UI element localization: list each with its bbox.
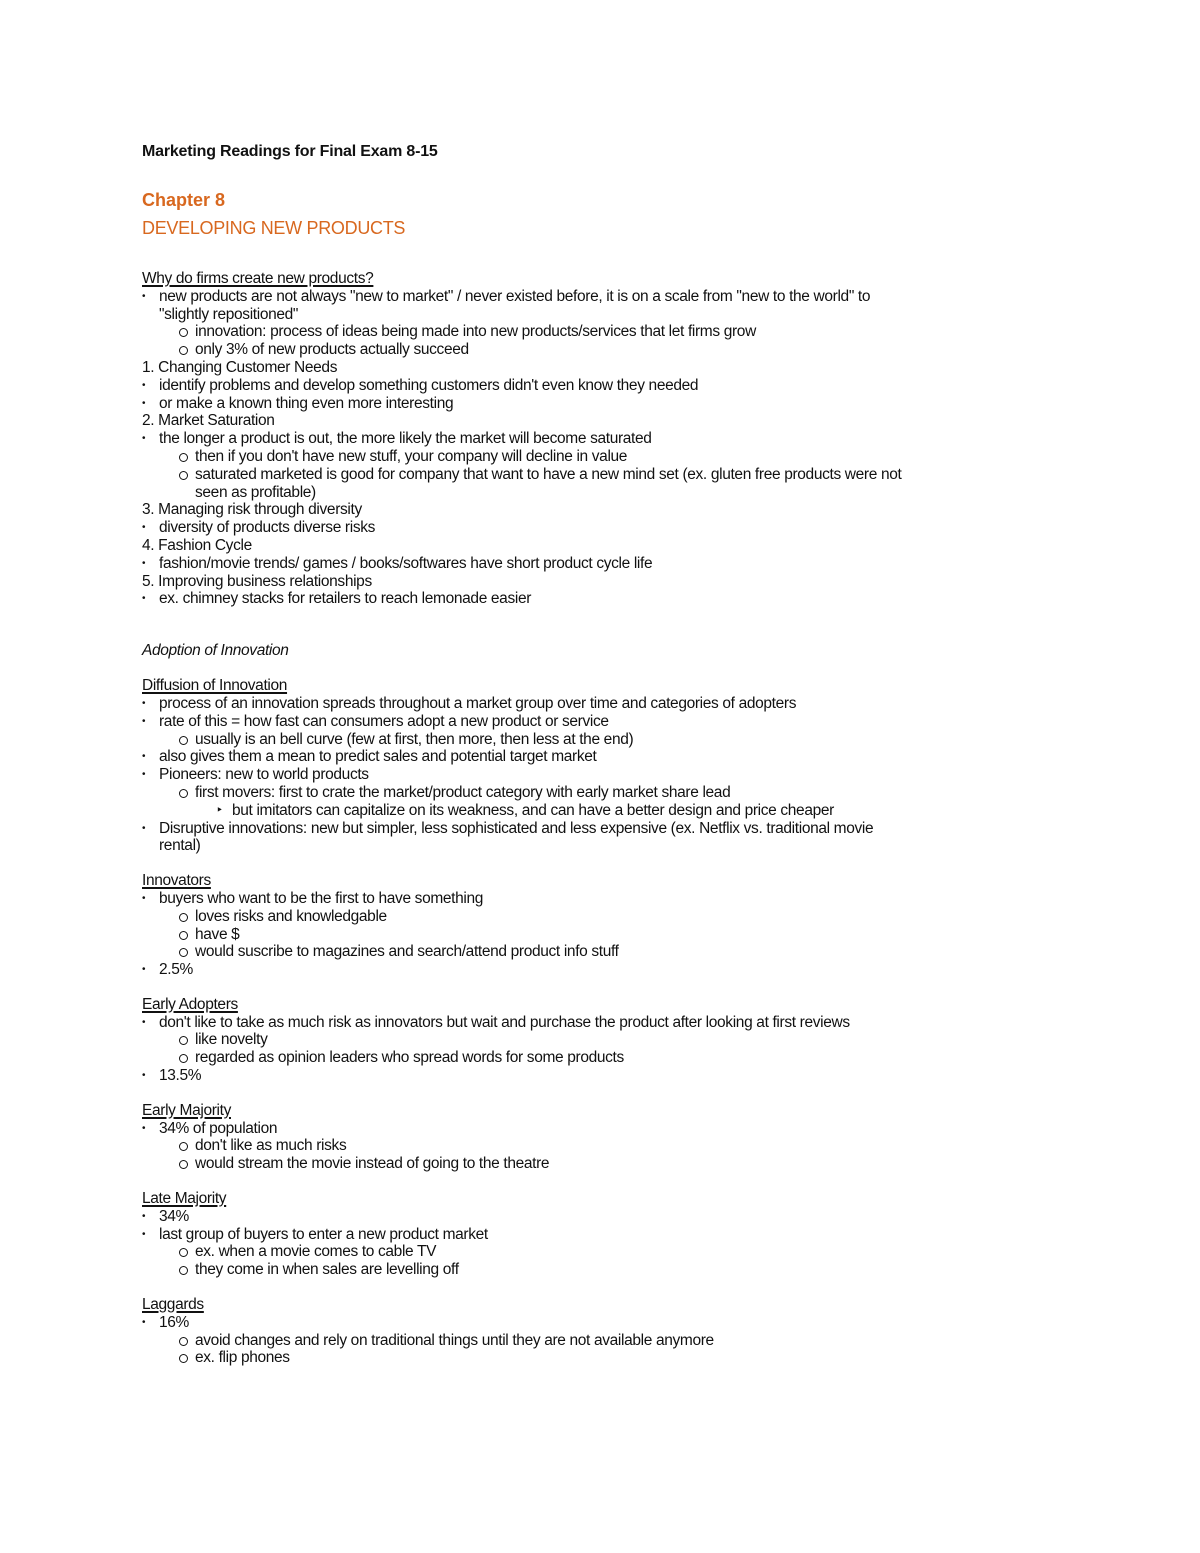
sub-list-item: innovation: process of ideas being made into new products/services that let firms grow xyxy=(142,323,1062,341)
list-item: • 34% xyxy=(142,1208,1062,1226)
list-item: • 16% xyxy=(142,1314,1062,1332)
list-item: • new products are not always "new to market" / never existed before, it is on a scale from "new to the world" to xyxy=(142,288,1062,306)
list-item: • ex. chimney stacks for retailers to reach lemonade easier xyxy=(142,590,1062,608)
numbered-item: 4. Fashion Cycle xyxy=(142,536,252,554)
list-item-continuation: "slightly repositioned" xyxy=(159,305,299,323)
spacer xyxy=(142,855,1062,872)
spacer xyxy=(142,1085,1062,1102)
numbered-item: 5. Improving business relationships xyxy=(142,572,372,590)
list-item: • Disruptive innovations: new but simpler, less sophisticated and less expensive (ex. Netflix vs. traditional movie xyxy=(142,820,1062,838)
chapter-label: Chapter 8 xyxy=(142,190,226,210)
numbered-item: 3. Managing risk through diversity xyxy=(142,501,362,519)
list-item: • or make a known thing even more interesting xyxy=(142,395,1062,413)
list-item: • diversity of products diverse risks xyxy=(142,519,1062,537)
list-item: • identify problems and develop something customers didn't even know they needed xyxy=(142,377,1062,395)
list-item: • 2.5% xyxy=(142,961,1062,979)
list-item-continuation: rental) xyxy=(159,837,201,855)
sub-list-item: don't like as much risks xyxy=(142,1137,1062,1155)
numbered-item: 1. Changing Customer Needs xyxy=(142,358,338,376)
list-item: • 13.5% xyxy=(142,1067,1062,1085)
subsection-heading-innovators: Innovators xyxy=(142,872,211,890)
list-item: • 34% of population xyxy=(142,1120,1062,1138)
sub-list-item: loves risks and knowledgable xyxy=(142,908,1062,926)
subsection-heading-early-majority: Early Majority xyxy=(142,1101,231,1119)
subsection-heading-late-majority: Late Majority xyxy=(142,1190,227,1208)
chapter-subtitle: DEVELOPING NEW PRODUCTS xyxy=(142,218,406,238)
sub-list-item: first movers: first to crate the market/product category with early market share lead xyxy=(142,784,1062,802)
sub-list-item: regarded as opinion leaders who spread words for some products xyxy=(142,1049,1062,1067)
sub-sub-list-item: ‣ but imitators can capitalize on its weakness, and can have a better design and price cheaper xyxy=(142,802,1062,820)
spacer xyxy=(142,1279,1062,1296)
section-heading-why-new-products: Why do firms create new products? xyxy=(142,270,374,287)
list-item: • also gives them a mean to predict sales and potential target market xyxy=(142,748,1062,766)
numbered-item: 2. Market Saturation xyxy=(142,412,275,430)
sub-list-item-continuation: seen as profitable) xyxy=(195,483,316,501)
document-title: Marketing Readings for Final Exam 8-15 xyxy=(142,143,438,160)
sub-list-item: then if you don't have new stuff, your company will decline in value xyxy=(142,448,1062,466)
sub-list-item: would suscribe to magazines and search/attend product info stuff xyxy=(142,943,1062,961)
sub-list-item: they come in when sales are levelling off xyxy=(142,1261,1062,1279)
section-heading-adoption: Adoption of Innovation xyxy=(142,642,289,660)
subsection-heading-diffusion: Diffusion of Innovation xyxy=(142,677,288,695)
spacer xyxy=(142,979,1062,996)
sub-list-item: ex. when a movie comes to cable TV xyxy=(142,1243,1062,1261)
spacer xyxy=(142,1173,1062,1190)
list-item: • the longer a product is out, the more likely the market will become saturated xyxy=(142,430,1062,448)
list-item: • buyers who want to be the first to have something xyxy=(142,890,1062,908)
sub-list-item: have $ xyxy=(142,926,1062,944)
document-page xyxy=(142,142,1062,1367)
list-item: • process of an innovation spreads throughout a market group over time and categories of adopters xyxy=(142,695,1062,713)
sub-list-item: avoid changes and rely on traditional things until they are not available anymore xyxy=(142,1332,1062,1350)
list-item: • Pioneers: new to world products xyxy=(142,766,1062,784)
sub-list-item: usually is an bell curve (few at first, then more, then less at the end) xyxy=(142,731,1062,749)
sub-list-item: like novelty xyxy=(142,1031,1062,1049)
subsection-heading-laggards: Laggards xyxy=(142,1296,204,1314)
list-item: • don't like to take as much risk as innovators but wait and purchase the product after looking at first reviews xyxy=(142,1014,1062,1032)
sub-list-item: only 3% of new products actually succeed xyxy=(142,341,1062,359)
sub-list-item: saturated marketed is good for company that want to have a new mind set (ex. gluten free products were not xyxy=(142,466,1062,484)
list-item: • fashion/movie trends/ games / books/softwares have short product cycle life xyxy=(142,555,1062,573)
sub-list-item: ex. flip phones xyxy=(142,1349,1062,1367)
list-item: • last group of buyers to enter a new product market xyxy=(142,1226,1062,1244)
sub-list-item: would stream the movie instead of going to the theatre xyxy=(142,1155,1062,1173)
list-item: • rate of this = how fast can consumers adopt a new product or service xyxy=(142,713,1062,731)
subsection-heading-early-adopters: Early Adopters xyxy=(142,995,238,1013)
